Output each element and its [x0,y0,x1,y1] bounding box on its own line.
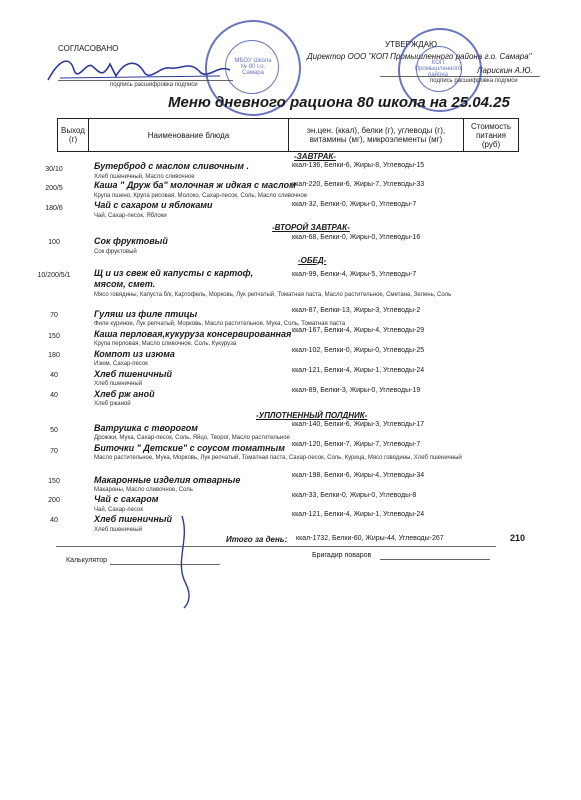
item-nutrition: ккал-102, Белки-0, Жиры-0, Углеводы-25 [292,347,425,354]
item-nutrition: ккал-32, Белки-0, Жиры-0, Углеводы-7 [292,201,417,208]
item-nutrition: ккал-121, Белки-4, Жиры-1, Углеводы-24 [292,511,425,518]
total-cost: 210 [510,533,526,543]
col-cost-header: Стоимость питания (руб) [464,119,519,152]
item-name: Чай с сахаром [94,494,159,504]
item-qty: 100 [48,239,60,246]
signature-scribble [160,510,220,610]
item-qty: 40 [50,392,58,399]
item-nutrition: ккал-136, Белки-6, Жиры-8, Углеводы-15 [292,162,425,169]
item-ingredients: Масло растительное, Мука, Морковь, Лук репчатый, Томатная паста, Сахар-песок, Соль, Курица, Мясо говядины, Хлеб пшеничный [94,455,462,461]
section-second-breakfast: -ВТОРОЙ ЗАВТРАК- [272,223,350,232]
total-line [56,546,496,547]
item-name: Щ и из свеж ей капусты с картоф, мясом, смет. [94,268,254,289]
item-nutrition: ккал-220, Белки-6, Жиры-7, Углеводы-33 [292,181,425,188]
item-qty: 150 [48,478,60,485]
item-qty: 180/6 [45,205,63,212]
col-yield-header: Выход (г) [58,119,89,152]
menu-table-header [57,118,519,152]
item-qty: 40 [50,517,58,524]
item-name: Макаронные изделия отварные [94,475,241,485]
item-ingredients: Дрожжи, Мука, Сахар-песок, Соль, Яйцо, Творог, Масло растительное [94,435,290,441]
item-qty: 150 [48,333,60,340]
item-name: Биточки " Детские" с соусом томатным [94,443,285,453]
total-label: Итого за день: [226,535,288,544]
item-nutrition: ккал-121, Белки-4, Жиры-1, Углеводы-24 [292,367,425,374]
section-lunch: -ОБЕД- [298,256,327,265]
item-ingredients: Крупа пшено, Крупа рисовая, Молоко, Сахар-песок, Соль, Масло сливочное [94,193,308,199]
item-ingredients: Мясо говядины, Капуста б/к, Картофель, Морковь, Лук репчатый, Томатная паста, Масло растительное, Сметана, Зелень, Соль [94,292,452,298]
item-name: Каша перловая,кукуруза консервированная [94,329,292,339]
approved-label: УТВЕРЖДАЮ [385,40,438,49]
item-nutrition: ккал-87, Белки-13, Жиры-3, Углеводы-2 [292,307,421,314]
item-ingredients: Чай, Сахар-песок [94,507,143,513]
col-name-header: Наименование блюда [89,119,289,152]
director-title: Директор ООО "КОП Промышленного района г.о. Самара" [307,52,532,61]
item-qty: 70 [50,312,58,319]
item-nutrition: ккал-140, Белки-6, Жиры-3, Углеводы-17 [292,421,425,428]
item-ingredients: Хлеб ржаной [94,401,131,407]
item-ingredients: Хлеб пшеничный [94,527,143,533]
director-caption: подпись расшифровка подписи [430,78,518,84]
item-ingredients: Сок фруктовый [94,249,137,255]
item-name: Гуляш из филе птицы [94,309,198,319]
director-name: Ларискин А.Ю. [477,66,533,75]
item-name: Каша " Друж ба" молочная ж идкая с маслом [94,180,296,190]
col-nutrition-header: эн.цен. (ккал), белки (г), углеводы (г), витамины (мг), микроэлементы (мг) [289,119,464,152]
item-qty: 40 [50,372,58,379]
item-ingredients: Макароны, Масло сливочное, Соль [94,487,193,493]
calculator-label: Калькулятор [66,557,107,564]
item-name: Ватрушка с творогом [94,423,198,433]
stamp-left-text: МБОУ Школа № 80 г.о. Самара [234,58,272,76]
item-ingredients: Изюм, Сахар-песок [94,361,148,367]
item-qty: 10/200/5/1 [37,272,71,279]
item-nutrition: ккал-99, Белки-4, Жиры-5, Углеводы-7 [292,271,417,278]
stamp-right-text: КОП Промышленного района [414,60,462,78]
item-nutrition: ккал-33, Белки-0, Жиры-0, Углеводы-8 [292,492,417,499]
item-qty: 70 [50,448,58,455]
agreed-caption: подпись расшифровка подписи [110,82,198,88]
item-qty: 50 [50,427,58,434]
item-nutrition: ккал-198, Белки-6, Жиры-4, Углеводы-34 [292,472,425,479]
item-nutrition: ккал-120, Белки-7, Жиры-7, Углеводы-7 [292,441,421,448]
item-nutrition: ккал-167, Белки-4, Жиры-4, Углеводы-29 [292,327,425,334]
total-value: ккал-1732, Белки-60, Жиры-44, Углеводы-267 [296,535,444,542]
item-ingredients: Хлеб пшеничный [94,381,143,387]
agreed-label: СОГЛАСОВАНО [58,44,119,53]
item-ingredients: Хлеб пшеничный, Масло сливочное [94,174,195,180]
item-qty: 30/10 [45,166,63,173]
item-ingredients: Филе куриное, Лук репчатый, Морковь, Масло растительное, Мука, Соль, Томатная паста [94,321,346,327]
item-nutrition: ккал-89, Белки-3, Жиры-0, Углеводы-19 [292,387,421,394]
item-name: Бутерброд с маслом сливочным . [94,161,249,171]
section-breakfast: -ЗАВТРАК- [294,152,336,161]
item-qty: 200 [48,497,60,504]
foreman-label: Бригадир поваров [312,552,372,559]
item-qty: 200/5 [45,185,63,192]
item-ingredients: Крупа перловая, Масло сливочное, Соль, Кукуруза [94,341,237,347]
section-snack: -УПЛОТНЕННЫЙ ПОЛДНИК- [256,411,368,420]
item-name: Хлеб рж аной [94,389,155,399]
item-nutrition: ккал-68, Белки-0, Жиры-0, Углеводы-16 [292,234,421,241]
item-name: Хлеб пшеничный [94,514,172,524]
item-name: Компот из изюма [94,349,175,359]
item-ingredients: Чай, Сахар-песок, Яблоки [94,213,167,219]
foreman-signature-line [380,559,490,560]
item-name: Сок фруктовый [94,236,168,246]
item-name: Чай с сахаром и яблоками [94,200,213,210]
page-title: Меню дневного рациона 80 школа на 25.04.25 [168,94,510,111]
item-qty: 180 [48,352,60,359]
item-name: Хлеб пшеничный [94,369,172,379]
